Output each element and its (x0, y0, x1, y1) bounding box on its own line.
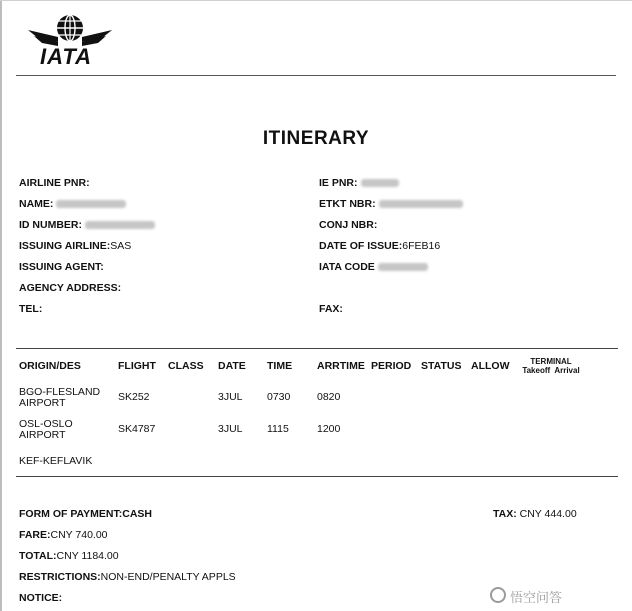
header-divider (16, 75, 616, 76)
table-row-1-time: 0730 (267, 391, 291, 403)
redacted-id-number (85, 221, 155, 229)
col-header-period: PERIOD (371, 360, 412, 372)
redacted-iata-code (378, 263, 428, 271)
table-row-2-origin-line2: AIRPORT (19, 429, 66, 441)
logo-text: IATA (40, 44, 93, 69)
page-left-edge (0, 0, 2, 611)
issuing-agent-label: ISSUING AGENT: (19, 261, 104, 273)
etkt-nbr-label: ETKT NBR: (319, 198, 376, 210)
agency-address-label: AGENCY ADDRESS: (19, 282, 122, 294)
table-row-2-origin-line1: OSL-OSLO (19, 418, 73, 430)
table-top-divider (16, 348, 618, 349)
issuing-airline-field (19, 240, 131, 252)
notice-label: NOTICE: (19, 592, 63, 604)
iata-code-field (319, 261, 428, 273)
page-title: ITINERARY (262, 128, 370, 149)
watermark-text: 悟空问答 (510, 590, 563, 605)
tax-label: TAX: (493, 508, 517, 520)
col-header-origin: ORIGIN/DES (19, 360, 81, 372)
fax-field (319, 303, 343, 315)
iata-code-label: IATA CODE (319, 261, 375, 273)
name-field (19, 198, 126, 210)
table-bottom-divider (16, 476, 618, 477)
table-row-1-arrtime: 0820 (317, 391, 341, 403)
airline-pnr-field (19, 177, 90, 189)
date-of-issue-field (319, 240, 440, 252)
airline-pnr-label: AIRLINE PNR: (19, 177, 90, 189)
col-header-status: STATUS (421, 360, 462, 372)
total (19, 550, 119, 562)
agency-address-field (19, 282, 121, 294)
issuing-airline-label: ISSUING AIRLINE: (19, 240, 111, 252)
id-number-field (19, 219, 155, 231)
form-of-payment (19, 508, 152, 520)
table-row-2-flight: SK4787 (118, 423, 156, 435)
date-of-issue-value: 6FEB16 (402, 240, 441, 252)
col-header-arrtime: ARRTIME (317, 360, 365, 372)
tel-field (19, 303, 42, 315)
table-row-1-flight: SK252 (118, 391, 150, 403)
form-of-payment-value: CASH (122, 508, 153, 520)
fare (19, 529, 108, 541)
conj-nbr-label: CONJ NBR: (319, 219, 378, 231)
col-header-terminal-sub: Takeoff Arrival (522, 366, 580, 375)
table-row-2-arrtime: 1200 (317, 423, 341, 435)
tax (493, 508, 577, 520)
ie-pnr-field (319, 177, 399, 189)
col-header-date: DATE (218, 360, 246, 372)
etkt-nbr-field (319, 198, 463, 210)
restrictions-value: NON-END/PENALTY APPLS (100, 571, 236, 583)
name-label: NAME: (19, 198, 54, 210)
table-row-1-origin-line1: BGO-FLESLAND (19, 386, 101, 398)
col-header-flight: FLIGHT (118, 360, 156, 372)
notice (19, 592, 62, 604)
restrictions (19, 571, 236, 583)
id-number-label: ID NUMBER: (19, 219, 82, 231)
fare-value: CNY 740.00 (50, 529, 108, 541)
issuing-airline-value: SAS (110, 240, 132, 252)
watermark-icon (490, 587, 506, 603)
conj-nbr-field (319, 219, 377, 231)
redacted-etkt-nbr (379, 200, 463, 208)
table-row-1-origin-line2: AIRPORT (19, 397, 66, 409)
col-header-class: CLASS (168, 360, 204, 372)
fare-label: FARE: (19, 529, 51, 541)
table-row-2-date: 3JUL (218, 423, 243, 435)
fax-label: FAX: (319, 303, 343, 315)
final-destination: KEF-KEFLAVIK (19, 455, 93, 467)
date-of-issue-label: DATE OF ISSUE: (319, 240, 403, 252)
form-of-payment-label: FORM OF PAYMENT: (19, 508, 123, 520)
total-value: CNY 1184.00 (56, 550, 119, 562)
col-header-allow: ALLOW (471, 360, 510, 372)
redacted-ie-pnr (361, 179, 399, 187)
restrictions-label: RESTRICTIONS: (19, 571, 101, 583)
col-header-time: TIME (267, 360, 293, 372)
ie-pnr-label: IE PNR: (319, 177, 358, 189)
tax-value: CNY 444.00 (519, 508, 577, 520)
table-row-1-date: 3JUL (218, 391, 243, 403)
col-header-terminal: TERMINAL (530, 357, 572, 366)
page-top-edge (0, 0, 632, 1)
redacted-name (56, 200, 126, 208)
tel-label: TEL: (19, 303, 43, 315)
total-label: TOTAL: (19, 550, 57, 562)
issuing-agent-field (19, 261, 104, 273)
table-row-2-time: 1115 (267, 423, 289, 435)
